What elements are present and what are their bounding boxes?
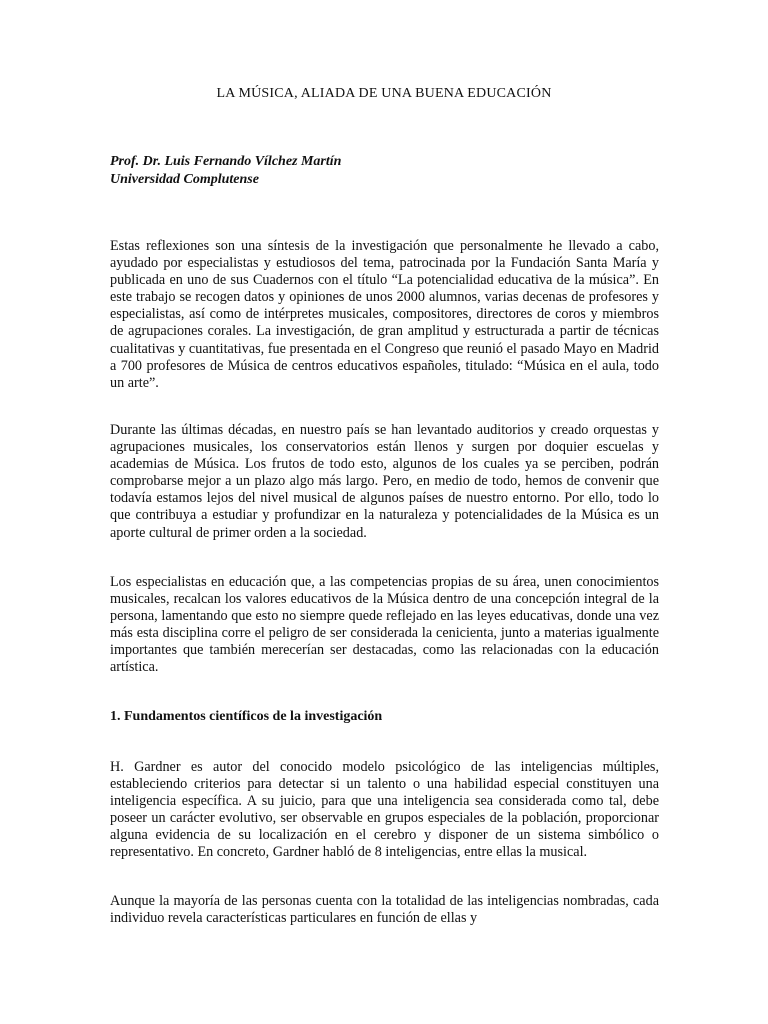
- document-title: LA MÚSICA, ALIADA DE UNA BUENA EDUCACIÓN: [216, 86, 552, 101]
- body-paragraph: Estas reflexiones son una síntesis de la investigación que personalmente he llevado a cabo, ayudado por especialistas y estudiosos del tema, patrocinada por la Fundación Santa María y publicada en uno de sus Cuadernos con el título “La potencialidad educativa de la música”. En este trabajo se recogen datos y opiniones de unos 2000 alumnos, varias decenas de profesores y especialistas, así como de intérpretes musicales, compositores, directores de coros y miembros de agrupaciones corales. La investigación, de gran amplitud y estructurada a partir de técnicas cualitativas y cuantitativas, fue presentada en el Congreso que reunió el pasado Mayo en Madrid a 700 profesores de Música de centros educativos españoles, titulado: “Música en el aula, todo un arte”.: [110, 238, 659, 391]
- section-paragraph: Aunque la mayoría de las personas cuenta con la totalidad de las inteligencias nombradas, cada individuo revela características particulares en función de ellas y: [110, 893, 659, 927]
- author-block: [110, 153, 341, 189]
- section-heading: 1. Fundamentos científicos de la investigación: [110, 709, 383, 724]
- author-affiliation: Universidad Complutense: [110, 172, 259, 187]
- author-name: Prof. Dr. Luis Fernando Vílchez Martín: [110, 154, 342, 169]
- section-paragraph: H. Gardner es autor del conocido modelo psicológico de las inteligencias múltiples, estableciendo criterios para detectar si un talento o una habilidad especial constituyen una inteligencia específica. A su juicio, para que una inteligencia sea considerada como tal, debe poseer un carácter evolutivo, ser observable en grupos especiales de la población, proporcionar alguna evidencia de su localización en el cerebro y disponer de un sistema simbólico o representativo. En concreto, Gardner habló de 8 inteligencias, entre ellas la musical.: [110, 759, 659, 861]
- body-paragraph: Durante las últimas décadas, en nuestro país se han levantado auditorios y creado orquestas y agrupaciones musicales, los conservatorios están llenos y surgen por doquier escuelas y academias de Música. Los frutos de todo esto, algunos de los cuales ya se perciben, podrán comprobarse mejor a un plazo algo más largo. Pero, en medio de todo, hemos de convenir que todavía estamos lejos del nivel musical de algunos países de nuestro entorno. Por ello, todo lo que contribuya a estudiar y profundizar en la naturaleza y potencialidades de la Música es un aporte cultural de primer orden a la sociedad.: [110, 422, 659, 541]
- body-paragraph: Los especialistas en educación que, a las competencias propias de su área, unen conocimientos musicales, recalcan los valores educativos de la Música dentro de una concepción integral de la persona, lamentando que esto no siempre quede reflejado en las leyes educativas, donde una vez más esta disciplina corre el peligro de ser considerada la cenicienta, junto a materias igualmente importantes que también merecerían ser destacadas, como las relacionadas con la educación artística.: [110, 574, 659, 676]
